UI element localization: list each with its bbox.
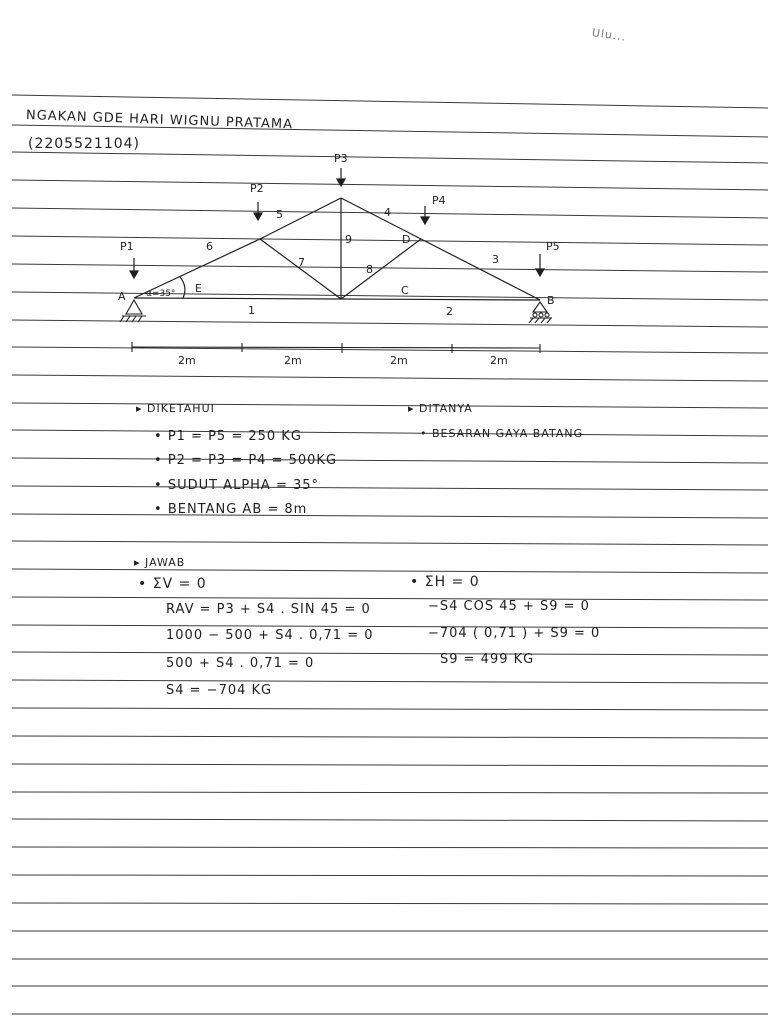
member-label-7: 7 (298, 256, 305, 269)
dimension-line (132, 347, 540, 348)
student-id: (2205521104) (28, 136, 140, 152)
node-label-c: C (401, 284, 409, 297)
span-label-4: 2m (490, 354, 508, 367)
span-label-2: 2m (284, 354, 302, 367)
sum-vertical-line-4: S4 = −704 KG (166, 683, 273, 698)
member-5-line (260, 198, 341, 239)
given-item-3: • SUDUT ALPHA = 35° (154, 478, 320, 493)
sum-vertical-title: • ΣV = 0 (138, 576, 207, 592)
span-label-3: 2m (390, 354, 408, 367)
member-2-line (341, 299, 540, 300)
sum-horizontal-line-1: −S4 COS 45 + S9 = 0 (428, 599, 590, 614)
sum-horizontal-title: • ΣH = 0 (410, 574, 480, 590)
given-item-2: • P2 = P3 = P4 = 500KG (154, 453, 338, 468)
given-heading-row (136, 402, 215, 415)
member-label-4: 4 (384, 206, 391, 219)
member-label-5: 5 (276, 208, 283, 221)
asked-heading-row (408, 402, 473, 415)
angle-arc (180, 277, 185, 298)
support-b-roller (533, 302, 547, 312)
member-label-8: 8 (366, 263, 373, 276)
asked-heading: DITANYA (419, 402, 473, 415)
member-label-3: 3 (492, 253, 499, 266)
sum-vertical-line-3: 500 + S4 . 0,71 = 0 (166, 656, 315, 671)
support-a-pin (126, 300, 142, 314)
member-label-1: 1 (248, 304, 255, 317)
asked-item-1: • BESARAN GAYA BATANG (420, 427, 584, 440)
load-label-p3: P3 (334, 152, 348, 165)
answer-heading-row (134, 556, 185, 569)
member-8-line (341, 239, 421, 299)
corner-mark: Ulu... (591, 26, 628, 44)
member-label-2: 2 (446, 305, 453, 318)
given-heading: DIKETAHUI (147, 402, 215, 415)
given-item-1: • P1 = P5 = 250 KG (154, 429, 302, 444)
support-label-a: A (118, 290, 126, 303)
span-label-1: 2m (178, 354, 196, 367)
load-label-p4: P4 (432, 194, 446, 207)
sum-horizontal-line-2: −704 ( 0,71 ) + S9 = 0 (428, 626, 601, 641)
student-name: NGAKAN GDE HARI WIGNU PRATAMA (25, 108, 294, 133)
node-label-d: D (402, 233, 411, 246)
member-3-line (421, 239, 540, 300)
sum-vertical-line-1: RAV = P3 + S4 . SIN 45 = 0 (166, 602, 371, 617)
sum-vertical-line-2: 1000 − 500 + S4 . 0,71 = 0 (166, 628, 374, 643)
bullet-arrow-icon: ▸ (134, 556, 146, 569)
load-label-p1: P1 (120, 240, 134, 253)
bullet-arrow-icon: ▸ (408, 402, 420, 415)
bullet-arrow-icon: ▸ (136, 402, 148, 415)
given-item-4: • BENTANG AB = 8m (154, 502, 308, 517)
node-label-e: E (195, 282, 202, 295)
sum-horizontal-line-3: S9 = 499 KG (440, 652, 535, 667)
member-7-line (260, 239, 341, 299)
member-label-9: 9 (345, 233, 352, 246)
support-label-b: B (547, 294, 555, 307)
answer-heading: JAWAB (145, 556, 186, 569)
load-label-p2: P2 (250, 182, 264, 195)
angle-label: α=35° (146, 289, 176, 299)
member-label-6: 6 (206, 240, 213, 253)
load-label-p5: P5 (546, 240, 560, 253)
